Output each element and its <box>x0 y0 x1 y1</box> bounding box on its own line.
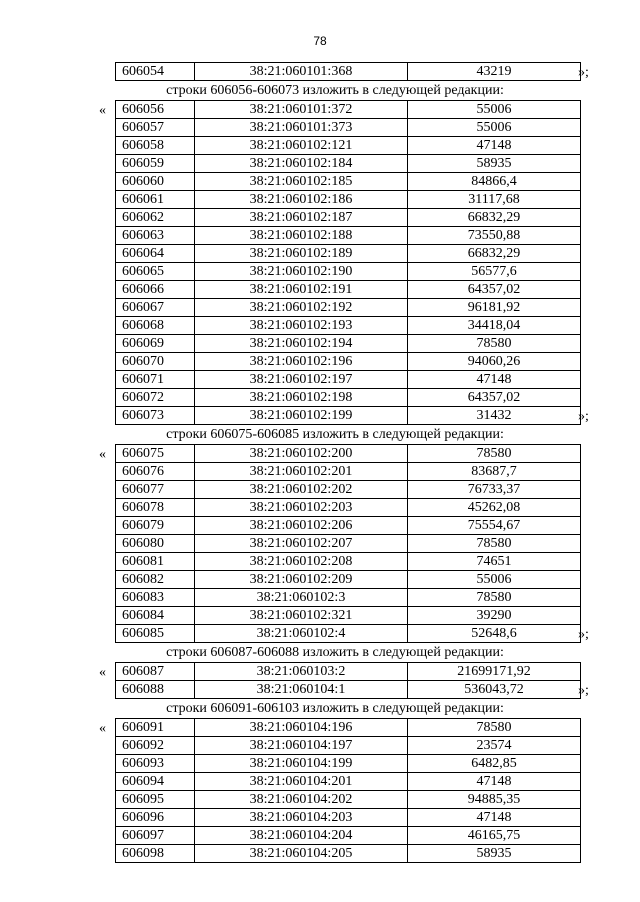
row-number-cell: 606095 <box>116 791 195 809</box>
table-row <box>116 263 581 281</box>
value-cell: 83687,7 <box>408 463 581 481</box>
opening-quote: « <box>99 721 106 736</box>
value-cell: 536043,72 <box>408 681 581 699</box>
table-row <box>116 481 581 499</box>
row-number-cell: 606079 <box>116 517 195 535</box>
value-cell: 31432 <box>408 407 581 425</box>
value-cell: 23574 <box>408 737 581 755</box>
value-cell: 94060,26 <box>408 353 581 371</box>
cadastral-number-cell: 38:21:060104:1 <box>195 681 408 699</box>
section-heading: строки 606075-606085 изложить в следующей редакции: <box>166 427 504 442</box>
cadastral-number-cell: 38:21:060102:189 <box>195 245 408 263</box>
value-cell: 31117,68 <box>408 191 581 209</box>
value-cell: 94885,35 <box>408 791 581 809</box>
table-row <box>116 773 581 791</box>
row-number-cell: 606061 <box>116 191 195 209</box>
value-cell: 78580 <box>408 719 581 737</box>
row-number-cell: 606056 <box>116 101 195 119</box>
row-number-cell: 606054 <box>116 63 195 81</box>
row-number-cell: 606066 <box>116 281 195 299</box>
value-cell: 6482,85 <box>408 755 581 773</box>
cadastral-number-cell: 38:21:060102:202 <box>195 481 408 499</box>
row-number-cell: 606072 <box>116 389 195 407</box>
cadastral-number-cell: 38:21:060104:205 <box>195 845 408 863</box>
table-row <box>116 371 581 389</box>
value-cell: 78580 <box>408 535 581 553</box>
value-cell: 78580 <box>408 589 581 607</box>
row-number-cell: 606088 <box>116 681 195 699</box>
cadastral-number-cell: 38:21:060102:185 <box>195 173 408 191</box>
cadastral-number-cell: 38:21:060103:2 <box>195 663 408 681</box>
table-row <box>116 245 581 263</box>
page-number: 78 <box>313 34 327 48</box>
table-row <box>116 845 581 863</box>
value-cell: 46165,75 <box>408 827 581 845</box>
table-row <box>116 517 581 535</box>
table-row <box>116 299 581 317</box>
table-row <box>116 663 581 681</box>
table-row <box>116 227 581 245</box>
table-row <box>116 681 581 699</box>
value-cell: 43219 <box>408 63 581 81</box>
value-cell: 66832,29 <box>408 245 581 263</box>
opening-quote: « <box>99 665 106 680</box>
cadastral-number-cell: 38:21:060102:196 <box>195 353 408 371</box>
cadastral-number-cell: 38:21:060102:197 <box>195 371 408 389</box>
row-number-cell: 606083 <box>116 589 195 607</box>
table-block <box>0 444 640 643</box>
table-row <box>116 119 581 137</box>
cadastral-number-cell: 38:21:060102:194 <box>195 335 408 353</box>
cadastral-number-cell: 38:21:060102:191 <box>195 281 408 299</box>
closing-quote: »; <box>578 683 589 698</box>
opening-quote: « <box>99 103 106 118</box>
data-table <box>115 662 581 699</box>
table-row <box>116 389 581 407</box>
cadastral-number-cell: 38:21:060102:206 <box>195 517 408 535</box>
row-number-cell: 606096 <box>116 809 195 827</box>
table-row <box>116 809 581 827</box>
value-cell: 78580 <box>408 445 581 463</box>
value-cell: 78580 <box>408 335 581 353</box>
value-cell: 64357,02 <box>408 389 581 407</box>
closing-quote: »; <box>578 627 589 642</box>
table-row <box>116 625 581 643</box>
value-cell: 45262,08 <box>408 499 581 517</box>
value-cell: 39290 <box>408 607 581 625</box>
table-row <box>116 173 581 191</box>
value-cell: 74651 <box>408 553 581 571</box>
row-number-cell: 606082 <box>116 571 195 589</box>
cadastral-number-cell: 38:21:060102:121 <box>195 137 408 155</box>
row-number-cell: 606064 <box>116 245 195 263</box>
table-row <box>116 191 581 209</box>
row-number-cell: 606069 <box>116 335 195 353</box>
row-number-cell: 606094 <box>116 773 195 791</box>
row-number-cell: 606098 <box>116 845 195 863</box>
row-number-cell: 606071 <box>116 371 195 389</box>
table-row <box>116 607 581 625</box>
table-block <box>0 100 640 425</box>
row-number-cell: 606077 <box>116 481 195 499</box>
value-cell: 76733,37 <box>408 481 581 499</box>
value-cell: 47148 <box>408 809 581 827</box>
table-row <box>116 553 581 571</box>
row-number-cell: 606081 <box>116 553 195 571</box>
section-heading: строки 606056-606073 изложить в следующей редакции: <box>166 83 504 98</box>
row-number-cell: 606075 <box>116 445 195 463</box>
row-number-cell: 606084 <box>116 607 195 625</box>
row-number-cell: 606058 <box>116 137 195 155</box>
value-cell: 96181,92 <box>408 299 581 317</box>
cadastral-number-cell: 38:21:060102:184 <box>195 155 408 173</box>
row-number-cell: 606092 <box>116 737 195 755</box>
cadastral-number-cell: 38:21:060102:199 <box>195 407 408 425</box>
table-block <box>0 718 640 863</box>
value-cell: 75554,67 <box>408 517 581 535</box>
value-cell: 58935 <box>408 845 581 863</box>
table-row <box>116 209 581 227</box>
row-number-cell: 606093 <box>116 755 195 773</box>
row-number-cell: 606063 <box>116 227 195 245</box>
cadastral-number-cell: 38:21:060102:198 <box>195 389 408 407</box>
section-heading: строки 606091-606103 изложить в следующей редакции: <box>166 701 504 716</box>
cadastral-number-cell: 38:21:060102:203 <box>195 499 408 517</box>
row-number-cell: 606085 <box>116 625 195 643</box>
value-cell: 58935 <box>408 155 581 173</box>
row-number-cell: 606078 <box>116 499 195 517</box>
closing-quote: »; <box>578 409 589 424</box>
value-cell: 21699171,92 <box>408 663 581 681</box>
row-number-cell: 606065 <box>116 263 195 281</box>
row-number-cell: 606059 <box>116 155 195 173</box>
value-cell: 66832,29 <box>408 209 581 227</box>
cadastral-number-cell: 38:21:060104:196 <box>195 719 408 737</box>
table-row <box>116 445 581 463</box>
data-table <box>115 444 581 643</box>
cadastral-number-cell: 38:21:060101:368 <box>195 63 408 81</box>
value-cell: 55006 <box>408 119 581 137</box>
data-table <box>115 62 581 81</box>
table-row <box>116 499 581 517</box>
table-row <box>116 755 581 773</box>
table-row <box>116 571 581 589</box>
value-cell: 52648,6 <box>408 625 581 643</box>
table-row <box>116 463 581 481</box>
cadastral-number-cell: 38:21:060101:372 <box>195 101 408 119</box>
cadastral-number-cell: 38:21:060101:373 <box>195 119 408 137</box>
opening-quote: « <box>99 447 106 462</box>
row-number-cell: 606070 <box>116 353 195 371</box>
row-number-cell: 606062 <box>116 209 195 227</box>
cadastral-number-cell: 38:21:060104:199 <box>195 755 408 773</box>
table-row <box>116 535 581 553</box>
cadastral-number-cell: 38:21:060104:204 <box>195 827 408 845</box>
table-row <box>116 137 581 155</box>
cadastral-number-cell: 38:21:060102:321 <box>195 607 408 625</box>
cadastral-number-cell: 38:21:060102:3 <box>195 589 408 607</box>
cadastral-number-cell: 38:21:060104:202 <box>195 791 408 809</box>
value-cell: 47148 <box>408 773 581 791</box>
cadastral-number-cell: 38:21:060104:197 <box>195 737 408 755</box>
value-cell: 55006 <box>408 101 581 119</box>
value-cell: 56577,6 <box>408 263 581 281</box>
table-row <box>116 335 581 353</box>
row-number-cell: 606091 <box>116 719 195 737</box>
table-block <box>0 662 640 699</box>
cadastral-number-cell: 38:21:060102:4 <box>195 625 408 643</box>
table-row <box>116 317 581 335</box>
cadastral-number-cell: 38:21:060104:203 <box>195 809 408 827</box>
table-row <box>116 589 581 607</box>
cadastral-number-cell: 38:21:060102:209 <box>195 571 408 589</box>
row-number-cell: 606076 <box>116 463 195 481</box>
closing-quote: »; <box>578 65 589 80</box>
cadastral-number-cell: 38:21:060104:201 <box>195 773 408 791</box>
cadastral-number-cell: 38:21:060102:190 <box>195 263 408 281</box>
data-table <box>115 718 581 863</box>
row-number-cell: 606068 <box>116 317 195 335</box>
cadastral-number-cell: 38:21:060102:200 <box>195 445 408 463</box>
table-row <box>116 63 581 81</box>
row-number-cell: 606067 <box>116 299 195 317</box>
table-row <box>116 101 581 119</box>
value-cell: 73550,88 <box>408 227 581 245</box>
row-number-cell: 606060 <box>116 173 195 191</box>
value-cell: 55006 <box>408 571 581 589</box>
row-number-cell: 606057 <box>116 119 195 137</box>
table-row <box>116 737 581 755</box>
cadastral-number-cell: 38:21:060102:186 <box>195 191 408 209</box>
section-heading: строки 606087-606088 изложить в следующей редакции: <box>166 645 504 660</box>
cadastral-number-cell: 38:21:060102:192 <box>195 299 408 317</box>
cadastral-number-cell: 38:21:060102:201 <box>195 463 408 481</box>
row-number-cell: 606087 <box>116 663 195 681</box>
value-cell: 47148 <box>408 137 581 155</box>
cadastral-number-cell: 38:21:060102:187 <box>195 209 408 227</box>
document-body <box>0 62 640 863</box>
value-cell: 47148 <box>408 371 581 389</box>
cadastral-number-cell: 38:21:060102:208 <box>195 553 408 571</box>
table-row <box>116 719 581 737</box>
table-row <box>116 407 581 425</box>
value-cell: 34418,04 <box>408 317 581 335</box>
data-table <box>115 100 581 425</box>
cadastral-number-cell: 38:21:060102:207 <box>195 535 408 553</box>
table-row <box>116 155 581 173</box>
row-number-cell: 606080 <box>116 535 195 553</box>
cadastral-number-cell: 38:21:060102:188 <box>195 227 408 245</box>
row-number-cell: 606097 <box>116 827 195 845</box>
table-row <box>116 353 581 371</box>
cadastral-number-cell: 38:21:060102:193 <box>195 317 408 335</box>
table-row <box>116 281 581 299</box>
table-row <box>116 827 581 845</box>
value-cell: 84866,4 <box>408 173 581 191</box>
value-cell: 64357,02 <box>408 281 581 299</box>
table-block <box>0 62 640 81</box>
row-number-cell: 606073 <box>116 407 195 425</box>
table-row <box>116 791 581 809</box>
